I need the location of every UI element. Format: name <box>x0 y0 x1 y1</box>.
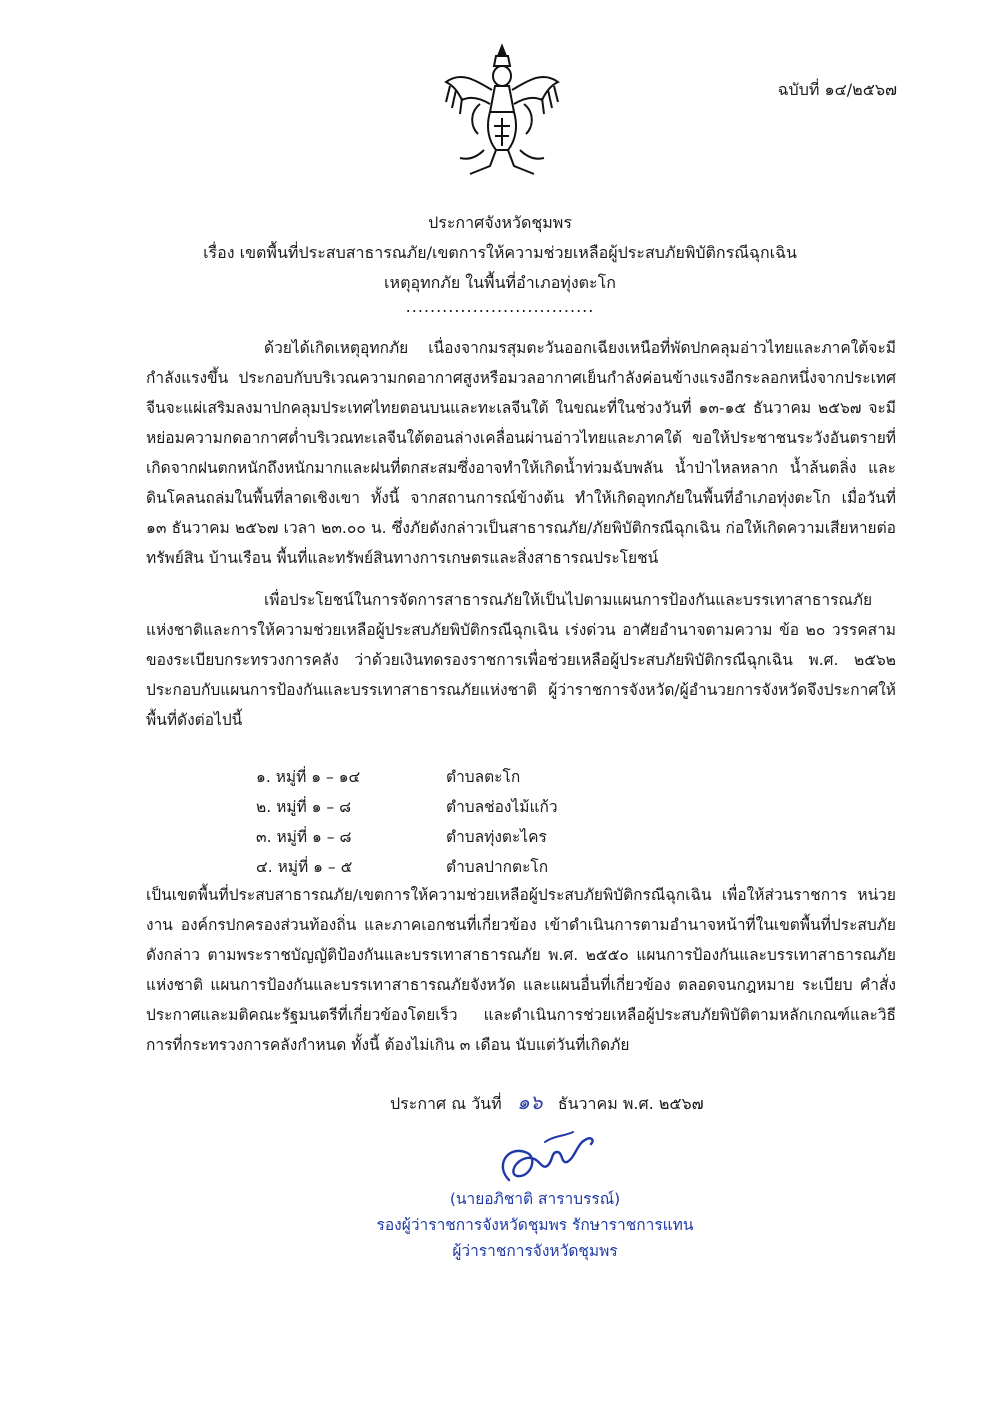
subdistrict-name: ตำบลตะโก <box>446 768 521 786</box>
subdistrict-name: ตำบลช่องไม้แก้ว <box>446 798 558 816</box>
signer-position: รองผู้ว่าราชการจังหวัดชุมพร รักษาราชการแทน <box>376 1216 694 1234</box>
village-range: ๑. หมู่ที่ ๑ – ๑๔ <box>256 768 361 786</box>
list-item <box>256 822 756 852</box>
date-suffix: ธันวาคม พ.ศ. ๒๕๖๗ <box>557 1094 704 1113</box>
announcement-subject: เรื่อง เขตพื้นที่ประสบสาธารณภัย/เขตการให้ความช่วยเหลือผู้ประสบภัยพิบัติกรณีฉุกเฉิน <box>203 243 797 262</box>
list-item <box>256 792 756 822</box>
announcement-subject-continued: เหตุอุทกภัย ในพื้นที่อำเภอทุ่งตะโก <box>384 273 616 292</box>
paragraph-cause: ด้วยได้เกิดเหตุอุทกภัย เนื่องจากมรสุมตะวันออกเฉียงเหนือที่พัดปกคลุมอ่าวไทยและภาคใต้จะมีกำลังแรงขึ้น ประกอบกับบริเวณความกดอากาศสูงหรือมวลอากาศเย็นกำลังค่อนข้างแรงอีกระลอกหนึ่งจากประเทศจีนจะแผ่เสริมลงมาปกคลุมประเทศไทยตอนบนและทะเลจีนใต้ ในขณะที่ในช่วงวันที่ ๑๓-๑๕ ธันวาคม ๒๕๖๗ จะมีหย่อมความกดอากาศต่ำบริเวณทะเลจีนใต้ตอนล่างเคลื่อนผ่านอ่าวไทยและภาคใต้ ขอให้ประชาชนระวังอันตรายที่เกิดจากฝนตกหนักถึงหนักมากและฝนที่ตกสะสมซึ่งอาจทำให้เกิดน้ำท่วมฉับพลัน น้ำป่าไหลหลาก น้ำล้นตลิ่ง และดินโคลนถล่มในพื้นที่ลาดเชิงเขา ทั้งนี้ จากสถานการณ์ข้างต้น ทำให้เกิดอุทกภัยในพื้นที่อำเภอทุ่งตะโก เมื่อวันที่ ๑๓ ธันวาคม ๒๕๖๗ เวลา ๒๓.๐๐ น. ซึ่งภัยดังกล่าวเป็นสาธารณภัย/ภัยพิบัติกรณีฉุกเฉิน ก่อให้เกิดความเสียหายต่อทรัพย์สิน บ้านเรือน พื้นที่และทรัพย์สินทางการเกษตรและสิ่งสาธารณประโยชน์ <box>146 339 896 567</box>
document-number: ฉบับที่ ๑๔/๒๕๖๗ <box>777 80 897 99</box>
handwritten-day: ๑๖ <box>517 1090 543 1114</box>
paragraph-authority: เพื่อประโยชน์ในการจัดการสาธารณภัยให้เป็นไปตามแผนการป้องกันและบรรเทาสาธารณภัยแห่งชาติและการให้ความช่วยเหลือผู้ประสบภัยพิบัติกรณีฉุกเฉิน เร่งด่วน อาศัยอำนาจตามความ ข้อ ๒๐ วรรคสามของระเบียบกระทรวงการคลัง ว่าด้วยเงินทดรองราชการเพื่อช่วยเหลือผู้ประสบภัยพิบัติกรณีฉุกเฉิน พ.ศ. ๒๕๖๒ ประกอบกับแผนการป้องกันและบรรเทาสาธารณภัยแห่งชาติ ผู้ว่าราชการจังหวัด/ผู้อำนวยการจังหวัดจึงประกาศให้พื้นที่ดังต่อไปนี้ <box>146 591 896 729</box>
subdistrict-name: ตำบลทุ่งตะไคร <box>446 828 547 846</box>
village-range: ๒. หมู่ที่ ๑ – ๘ <box>256 798 352 816</box>
signer-block <box>360 1186 710 1264</box>
affected-area-list <box>256 762 756 882</box>
list-item <box>256 762 756 792</box>
signer-name: (นายอภิชาติ สาราบรรณ์) <box>449 1190 621 1208</box>
announcement-body <box>146 333 896 735</box>
list-item <box>256 852 756 882</box>
announcement-date <box>390 1086 704 1118</box>
village-range: ๔. หมู่ที่ ๑ – ๕ <box>256 858 353 876</box>
garuda-emblem-icon <box>440 42 565 182</box>
announcement-header <box>0 208 1000 316</box>
paragraph-conclusion: เป็นเขตพื้นที่ประสบสาธารณภัย/เขตการให้ความช่วยเหลือผู้ประสบภัยพิบัติกรณีฉุกเฉิน เพื่อให้ส่วนราชการ หน่วยงาน องค์กรปกครองส่วนท้องถิ่น และภาคเอกชนที่เกี่ยวข้อง เข้าดำเนินการตามอำนาจหน้าที่ในเขตพื้นที่ประสบภัยดังกล่าว ตามพระราชบัญญัติป้องกันและบรรเทาสาธารณภัย พ.ศ. ๒๕๕๐ แผนการป้องกันและบรรเทาสาธารณภัยแห่งชาติ แผนการป้องกันและบรรเทาสาธารณภัยจังหวัด และแผนอื่นที่เกี่ยวข้อง ตลอดจนกฎหมาย ระเบียบ คำสั่ง ประกาศและมติคณะรัฐมนตรีที่เกี่ยวข้องโดยเร็ว และดำเนินการช่วยเหลือผู้ประสบภัยพิบัติตามหลักเกณฑ์และวิธีการที่กระทรวงการคลังกำหนด ทั้งนี้ ต้องไม่เกิน ๓ เดือน นับแต่วันที่เกิดภัย <box>146 886 896 1054</box>
signer-position-continued: ผู้ว่าราชการจังหวัดชุมพร <box>452 1242 618 1260</box>
village-range: ๓. หมู่ที่ ๑ – ๘ <box>256 828 352 846</box>
signature <box>487 1122 607 1194</box>
header-divider: ............................... <box>405 297 595 316</box>
date-prefix: ประกาศ ณ วันที่ <box>390 1094 502 1113</box>
announcement-title: ประกาศจังหวัดชุมพร <box>428 213 572 232</box>
subdistrict-name: ตำบลปากตะโก <box>446 858 549 876</box>
